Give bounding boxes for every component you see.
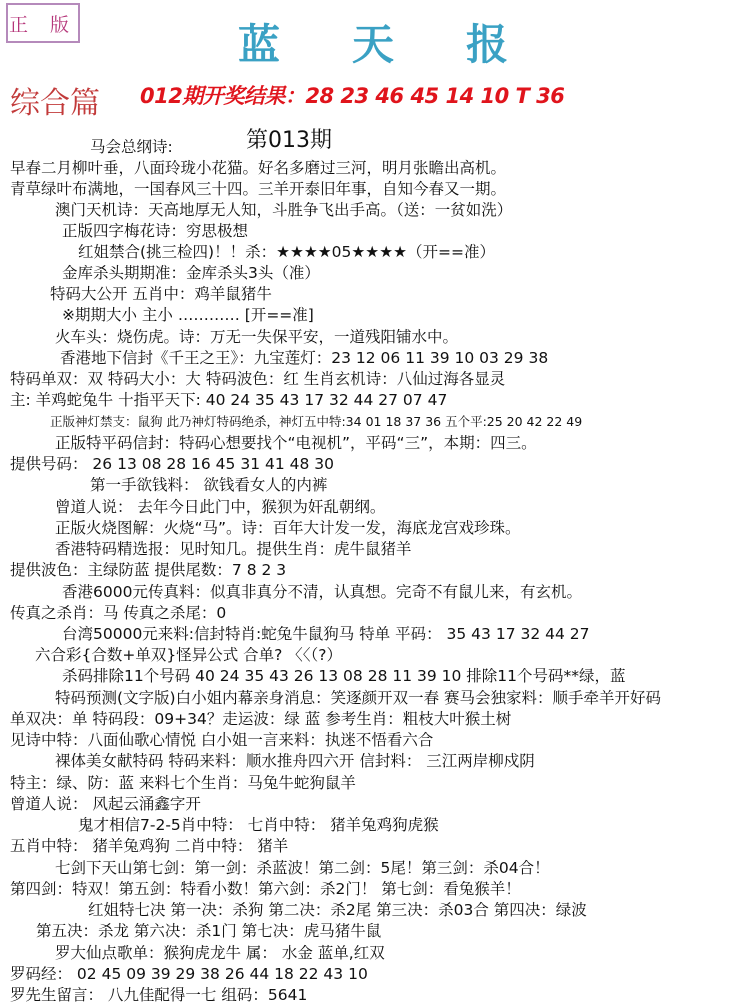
article-line: 主: 羊鸡蛇兔牛 十指平天下: 40 24 35 43 17 32 44 27 07 47	[10, 391, 448, 409]
article-line: 第013期	[246, 128, 332, 153]
article-line: 早春二月柳叶垂，八面玲珑小花猫。好名多磨过三河，明月张瞻出高机。	[10, 159, 507, 177]
article-line: 提供波色：主绿防蓝 提供尾数：7 8 2 3	[10, 561, 287, 579]
article-line: 罗先生留言： 八九佳配得一七 组码：5641	[10, 986, 308, 1004]
article-line: 鬼才相信7-2-5肖中特： 七肖中特： 猪羊兔鸡狗虎猴	[78, 816, 439, 834]
article-line: 正版火烧图解：火烧“马”。诗：百年大计发一发，海底龙宫戏珍珠。	[55, 519, 521, 537]
article-line: 澳门天机诗：天高地厚无人知，斗胜争飞出手高。（送：一贫如洗）	[55, 201, 513, 219]
article-line: 第四剑：特双！第五剑：特看小数！第六剑：杀2门！ 第七剑：看兔猴羊！	[10, 880, 521, 898]
article-line: 香港特码精选报：见时知几。提供生肖：虎牛鼠猪羊	[55, 540, 412, 558]
article-line: ※期期大小 主小 ………… [开==准]	[62, 306, 314, 324]
article-line: 曾道人说： 风起云涌鑫字开	[10, 795, 201, 813]
article-line: 杀码排除11个号码 40 24 35 43 26 13 08 28 11 39 10 排除11个号码**绿，蓝	[62, 667, 626, 685]
article-line: 特码大公开 五肖中：鸡羊鼠猪牛	[50, 285, 272, 303]
article-line: 第五决：杀龙 第六决：杀1门 第七决：虎马猪牛鼠	[36, 922, 382, 940]
draw-result: 012期开奖结果：28 23 46 45 14 10 T 36	[140, 84, 565, 108]
article-line: 曾道人说： 去年今日此门中，猴狈为奸乱朝纲。	[55, 498, 386, 516]
authentic-stamp: 正 版	[6, 3, 80, 43]
article-line: 特码单双：双 特码大小：大 特码波色：红 生肖玄机诗：八仙过海各显灵	[10, 370, 506, 388]
article-line: 正版四字梅花诗：穷思极想	[62, 222, 249, 240]
article-line: 马会总纲诗:	[90, 138, 173, 156]
article-line: 火车头：烧伤虎。诗：万无一失保平安，一道残阳铺水中。	[55, 328, 459, 346]
masthead-char-2: 天	[351, 20, 394, 69]
article-line: 正版特平码信封：特码心想要找个“电视机”，平码“三”，本期：四三。	[55, 434, 537, 452]
article-line: 五肖中特： 猪羊兔鸡狗 二肖中特： 猪羊	[10, 837, 289, 855]
article-line: 第一手欲钱料： 欲钱看女人的内裤	[90, 476, 328, 494]
section-heading: 综合篇	[10, 86, 100, 121]
masthead-title	[238, 12, 508, 72]
article-line: 罗码经： 02 45 09 39 29 38 26 44 18 22 43 10	[10, 965, 368, 983]
article-line: 六合彩{合数+单双}怪异公式 合单? 〈〈（?）	[35, 646, 343, 664]
article-line: 香港地下信封《千王之王》：九宝莲灯：23 12 06 11 39 10 03 29 38	[60, 349, 549, 367]
article-line: 台湾50000元来料:信封特肖:蛇兔牛鼠狗马 特单 平码： 35 43 17 32 44 27	[62, 625, 590, 643]
article-line: 提供号码： 26 13 08 28 16 45 31 41 48 30	[10, 455, 335, 473]
article-line: 特主：绿、防：蓝 来料七个生肖：马兔牛蛇狗鼠羊	[10, 774, 356, 792]
article-line: 裸体美女献特码 特码来料：顺水推舟四六开 信封料： 三江两岸柳戍阴	[55, 752, 535, 770]
article-line: 单双决：单 特码段：09+34？走运波：绿 蓝 参考生肖：粗枝大叶猴土树	[10, 710, 512, 728]
article-line: 见诗中特：八面仙歌心情悦 白小姐一言来料：执迷不悟看六合	[10, 731, 434, 749]
article-line: 红姐禁合(挑三检四)！！杀：★★★★05★★★★（开==准）	[78, 243, 495, 261]
article-line: 罗大仙点歌单：猴狗虎龙牛 属： 水金 蓝单,红双	[55, 944, 385, 962]
article-line: 红姐特七决 第一决：杀狗 第二决：杀2尾 第三决：杀03合 第四决：绿波	[88, 901, 587, 919]
article-line: 传真之杀肖：马 传真之杀尾：0	[10, 604, 227, 622]
article-line: 香港6000元传真料：似真非真分不清，认真想。完奇不有鼠儿来，有玄机。	[62, 583, 582, 601]
article-line: 七剑下天山第七剑：第一剑：杀蓝波！第二剑：5尾！第三剑：杀04合！	[55, 859, 550, 877]
masthead-char-3: 报	[465, 20, 508, 69]
article-line: 正版神灯禁支：鼠狗 此乃神灯特码绝杀，神灯五中特:34 01 18 37 36 五个平:25 20 42 22 49	[50, 414, 583, 429]
article-line: 青草绿叶布满地，一国春风三十四。三羊开泰旧年事，自知今春又一期。	[10, 180, 507, 198]
masthead-char-1: 蓝	[238, 20, 281, 69]
article-line: 金库杀头期期准：金库杀头3头（准）	[62, 264, 320, 282]
article-line: 特码预测(文字版)白小姐内幕亲身消息：笑逐颜开双一春 赛马会独家料：顺手牵羊开好码	[55, 689, 662, 707]
